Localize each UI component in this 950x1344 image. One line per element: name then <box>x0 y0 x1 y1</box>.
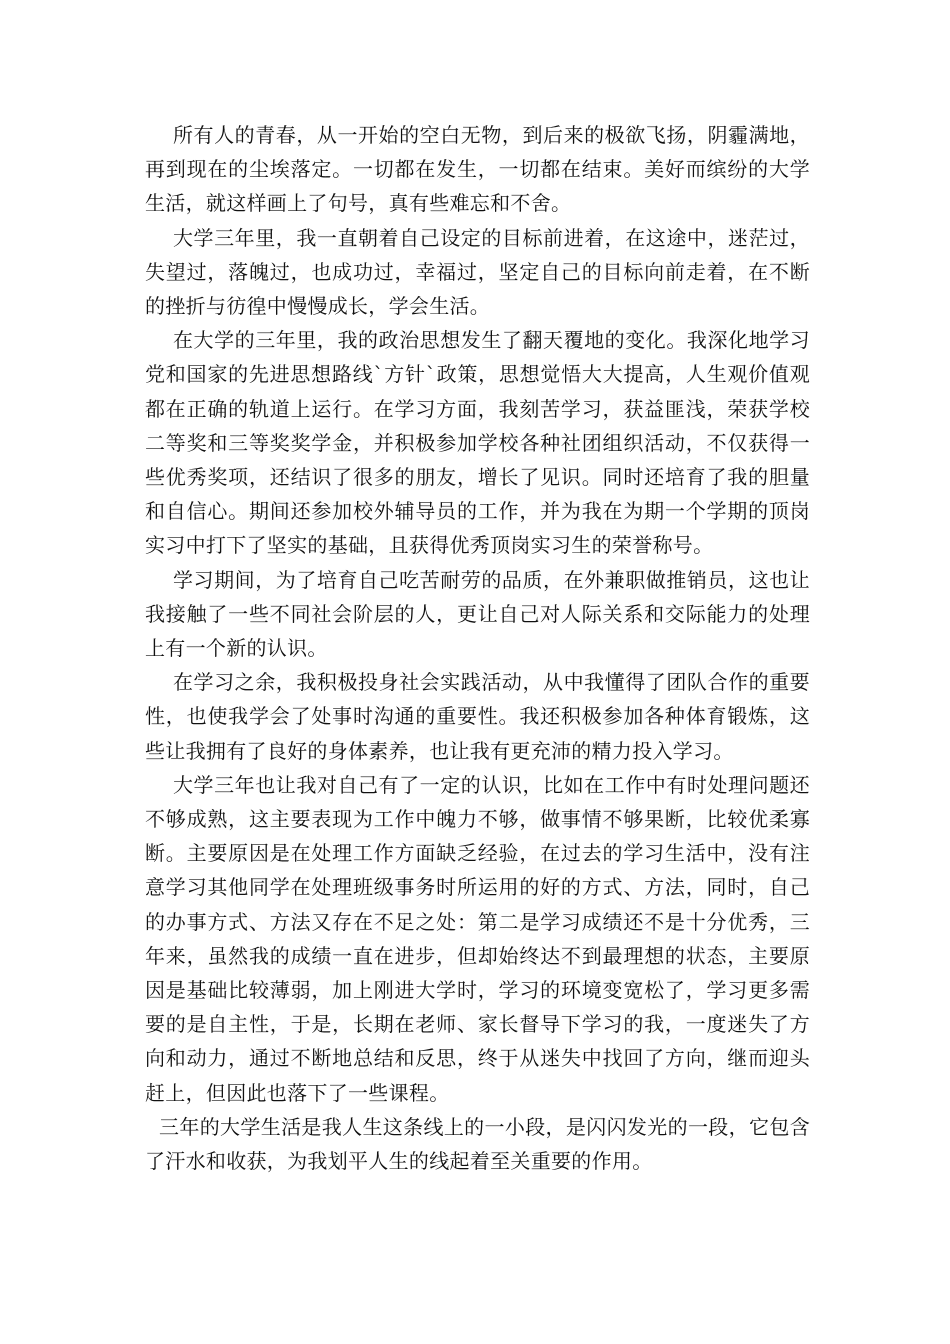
paragraph-youth: 所有人的青春，从一开始的空白无物，到后来的极欲飞扬，阴霾满地，再到现在的尘埃落定。一切都在发生，一切都在结束。美好而缤纷的大学生活，就这样画上了句号，真有些难忘和不舍。 <box>145 123 810 216</box>
paragraph-social-practice: 在学习之余，我积极投身社会实践活动，从中我懂得了团队合作的重要性，也使我学会了处事时沟通的重要性。我还积极参加各种体育锻炼，这些让我拥有了良好的身体素养，也让我有更充沛的精力投入学习。 <box>145 670 810 763</box>
paragraph-part-time-job: 学习期间，为了培育自己吃苦耐劳的品质，在外兼职做推销员，这也让我接触了一些不同社会阶层的人，更让自己对人际关系和交际能力的处理上有一个新的认识。 <box>145 567 810 661</box>
paragraph-self-assessment: 大学三年也让我对自己有了一定的认识，比如在工作中有时处理问题还不够成熟，这主要表现为工作中魄力不够，做事情不够果断，比较优柔寡断。主要原因是在处理工作方面缺乏经验，在过去的学习生活中，没有注意学习其他同学在处理班级事务时所运用的好的方式、方法，同时，自己的办事方式、方法又存在不足之处：第二是学习成绩还不是十分优秀，三年来，虽然我的成绩一直在进步，但却始终达不到最理想的状态，主要原因是基础比较薄弱，加上刚进大学时，学习的环境变宽松了，学习更多需要的是自主性，于是，长期在老师、家长督导下学习的我，一度迷失了方向和动力，通过不断地总结和反思，终于从迷失中找回了方向，继而迎头赶上，但因此也落下了一些课程。 <box>145 772 810 1105</box>
paragraph-goals: 大学三年里，我一直朝着自己设定的目标前进着，在这途中，迷茫过，失望过，落魄过，也成功过，幸福过，坚定自己的目标向前走着，在不断的挫折与彷徨中慢慢成长，学会生活。 <box>145 225 810 319</box>
paragraph-politics-study: 在大学的三年里，我的政治思想发生了翻天覆地的变化。我深化地学习党和国家的先进思想路线`方针`政策，思想觉悟大大提高，人生观价值观都在正确的轨道上运行。在学习方面，我刻苦学习，获益匪浅，荣获学校二等奖和三等奖奖学金，并积极参加学校各种社团组织活动，不仅获得一些优秀奖项，还结识了很多的朋友，增长了见识。同时还培育了我的胆量和自信心。期间还参加校外辅导员的工作，并为我在为期一个学期的顶岗实习中打下了坚实的基础，且获得优秀顶岗实习生的荣誉称号。 <box>145 328 810 558</box>
paragraph-conclusion: 三年的大学生活是我人生这条线上的一小段，是闪闪发光的一段，它包含了汗水和收获，为我划平人生的线起着至关重要的作用。 <box>145 1114 810 1174</box>
document-body <box>145 118 810 1178</box>
